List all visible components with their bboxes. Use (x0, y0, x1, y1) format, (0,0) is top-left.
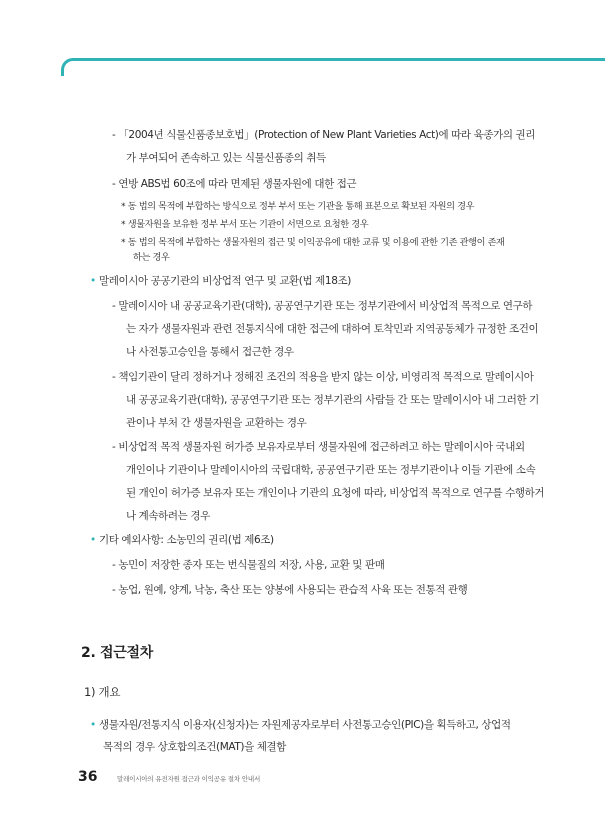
dash-item-continuation: 나 사전통고승인을 통해서 접근한 경우 (126, 346, 294, 358)
note-item-continuation: 하는 경우 (133, 252, 170, 263)
dash-item-continuation: 가 부여되어 존속하고 있는 식물신품종의 취득 (126, 152, 326, 164)
header-rule (76, 58, 605, 61)
bullet-marker: • (90, 275, 96, 287)
dash-item: - 말레이시아 내 공공교육기관(대학), 공공연구기관 또는 정부기관에서 비상업적 목적으로 연구하 (112, 300, 533, 312)
page-number: 36 (78, 769, 98, 785)
bullet-item-other-exceptions: • 기타 예외사항: 소농민의 권리(법 제6조) (90, 534, 274, 546)
dash-item: - 농업, 원예, 양계, 낙농, 축산 또는 양봉에 사용되는 관습적 사육 또는 전통적 관행 (112, 584, 468, 596)
subsection-title: 1) 개요 (84, 685, 121, 699)
dash-item-continuation: 는 자가 생물자원과 관련 전통지식에 대한 접근에 대하여 토착민과 지역공동체가 규정한 조건이 (126, 323, 539, 335)
note-item: * 동 법의 목적에 부합하는 생물자원의 접근 및 이익공유에 대한 교류 및 이용에 관한 기존 관행이 존재 (121, 237, 505, 248)
bullet-item-continuation: 목적의 경우 상호합의조건(MAT)을 체결함 (103, 741, 286, 753)
dash-item-continuation: 내 공공교육기관(대학), 공공연구기관 또는 정부기관의 사람들 간 또는 말레이시아 내 그러한 기 (126, 394, 539, 406)
note-item: * 생물자원을 보유한 정부 부서 또는 기관이 서면으로 요청한 경우 (121, 219, 369, 230)
bullet-item-noncommercial-research: • 말레이시아 공공기관의 비상업적 연구 및 교환(법 제18조) (90, 275, 351, 287)
dash-item-continuation: 나 계속하려는 경우 (126, 510, 210, 522)
dash-item: - 책임기관이 달리 정하거나 정해진 조건의 적용을 받지 않는 이상, 비영리적 목적으로 말레이시아 (112, 371, 534, 383)
bullet-marker: • (90, 534, 96, 546)
dash-item-continuation: 개인이나 기관이나 말레이시아의 국립대학, 공공연구기관 또는 정부기관이나 이들 기관에 소속 (126, 464, 536, 476)
dash-item-abs-exemption: - 연방 ABS법 60조에 따라 면제된 생물자원에 대한 접근 (112, 178, 357, 190)
footer-title: 말레이시아의 유전자원 접근과 이익공유 절차 안내서 (117, 775, 261, 783)
bullet-item-overview: • 생물자원/전통지식 이용자(신청자)는 자원제공자로부터 사전통고승인(PIC)을 획득하고, 상업적 (90, 719, 511, 731)
dash-item: - 비상업적 목적 생물자원 허가증 보유자로부터 생물자원에 접근하려고 하는 말레이시아 국내외 (112, 441, 525, 453)
note-item: * 동 법의 목적에 부합하는 방식으로 정부 부서 또는 기관을 통해 표본으로 확보된 자원의 경우 (121, 201, 475, 212)
dash-item-continuation: 관이나 부처 간 생물자원을 교환하는 경우 (126, 417, 307, 429)
bullet-marker: • (90, 719, 96, 731)
section-title: 2. 접근절차 (81, 645, 153, 661)
dash-item-continuation: 된 개인이 허가증 보유자 또는 개인이나 기관의 요청에 따라, 비상업적 목적으로 연구를 수행하거 (126, 487, 545, 499)
dash-item-plant-varieties: - 「2004년 식물신품종보호법」(Protection of New Plant Varieties Act)에 따라 육종가의 권리 (112, 129, 536, 141)
dash-item: - 농민이 저장한 종자 또는 번식물질의 저장, 사용, 교환 및 판매 (112, 559, 385, 571)
